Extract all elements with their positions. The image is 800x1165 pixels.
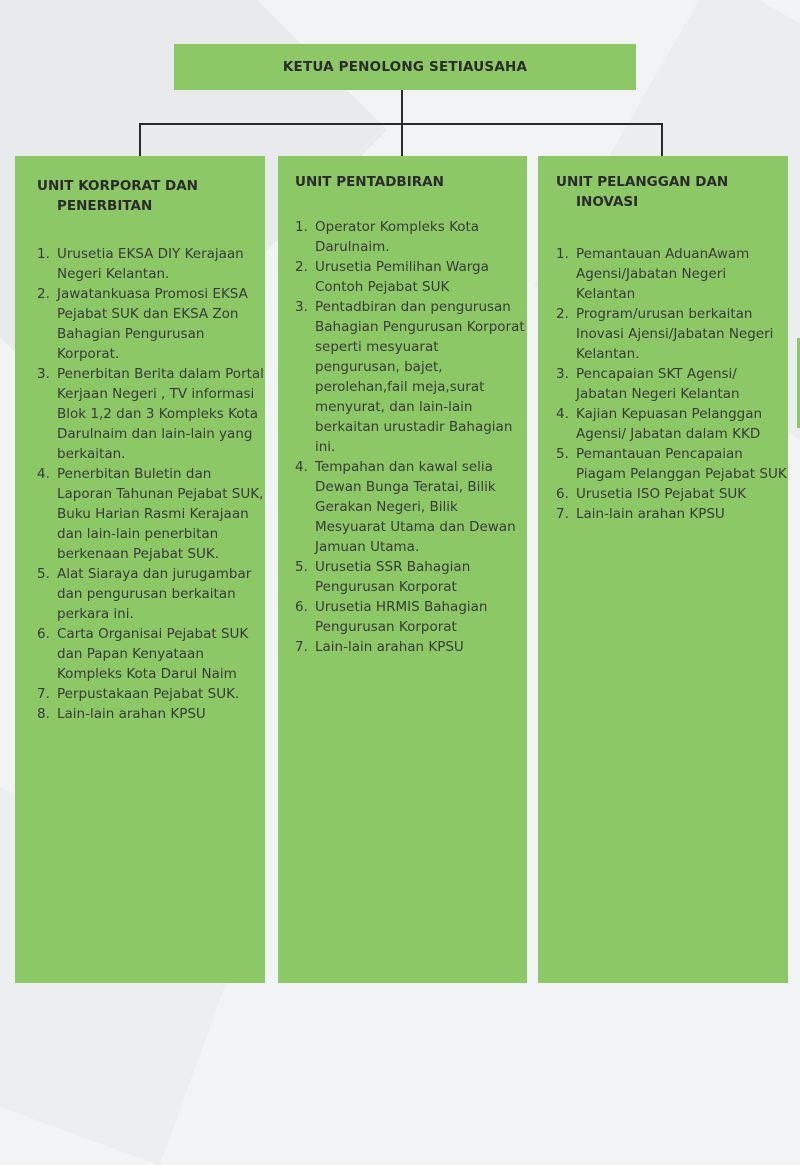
item-number: 7.: [295, 639, 308, 655]
item-text: Pencapaian SKT Agensi/ Jabatan Negeri Kelantan: [576, 366, 740, 402]
list-item: [37, 284, 265, 364]
list-item: [295, 457, 527, 557]
item-number: 6.: [556, 486, 569, 502]
task-list: [295, 217, 527, 657]
task-list: [556, 244, 788, 524]
item-text: Lain-lain arahan KPSU: [57, 706, 206, 722]
column-title: [295, 172, 527, 192]
item-text: Penerbitan Buletin dan Laporan Tahunan Pejabat SUK, Buku Harian Rasmi Kerajaan dan lain-lain penerbitan berkenaan Pejabat SUK.: [57, 466, 264, 562]
item-text: Urusetia HRMIS Bahagian Pengurusan Korporat: [315, 599, 488, 635]
connector-drop-middle: [401, 123, 403, 156]
item-number: 5.: [37, 566, 50, 582]
item-number: 3.: [556, 366, 569, 382]
head-title: KETUA PENOLONG SETIAUSAHA: [282, 59, 528, 75]
column-title-line: UNIT KORPORAT DAN: [37, 178, 198, 194]
item-number: 4.: [556, 406, 569, 422]
item-text: Jawatankuasa Promosi EKSA Pejabat SUK dan EKSA Zon Bahagian Pengurusan Korporat.: [57, 286, 248, 362]
item-text: Urusetia SSR Bahagian Pengurusan Korporat: [315, 559, 471, 595]
column-title: [37, 176, 265, 216]
list-item: [556, 504, 788, 524]
column-title-line: PENERBITAN: [57, 198, 153, 214]
list-item: [295, 297, 527, 457]
item-number: 6.: [37, 626, 50, 642]
item-number: 1.: [556, 246, 569, 262]
item-number: 7.: [37, 686, 50, 702]
item-text: Pentadbiran dan pengurusan Bahagian Pengurusan Korporat seperti mesyuarat pengurusan, bajet, perolehan,fail meja,surat menyurat, dan lain-lain berkaitan urustadir Bahagian ini.: [315, 299, 525, 455]
item-number: 4.: [295, 459, 308, 475]
list-item: [556, 304, 788, 364]
column-title-line: INOVASI: [576, 194, 639, 210]
item-number: 1.: [37, 246, 50, 262]
list-item: [556, 484, 788, 504]
item-number: 1.: [295, 219, 308, 235]
list-item: [37, 624, 265, 684]
list-item: [556, 444, 788, 484]
list-item: [37, 564, 265, 624]
item-text: Carta Organisai Pejabat SUK dan Papan Kenyataan Kompleks Kota Darul Naim: [57, 626, 249, 682]
item-number: 6.: [295, 599, 308, 615]
item-number: 5.: [295, 559, 308, 575]
unit-pelanggan-column: [538, 156, 788, 983]
item-text: Perpustakaan Pejabat SUK.: [57, 686, 240, 702]
list-item: [37, 244, 265, 284]
list-item: [37, 464, 265, 564]
item-text: Penerbitan Berita dalam Portal Kerjaan Negeri , TV informasi Blok 1,2 dan 3 Kompleks Kota Darulnaim dan lain-lain yang berkaitan.: [57, 366, 264, 462]
item-text: Pemantauan Pencapaian Piagam Pelanggan Pejabat SUK: [576, 446, 787, 482]
item-number: 2.: [37, 286, 50, 302]
item-number: 3.: [37, 366, 50, 382]
item-text: Pemantauan AduanAwam Agensi/Jabatan Negeri Kelantan: [576, 246, 750, 302]
item-number: 7.: [556, 506, 569, 522]
item-text: Lain-lain arahan KPSU: [315, 639, 464, 655]
list-item: [295, 217, 527, 257]
connector-drop-right: [661, 123, 663, 156]
list-item: [295, 637, 527, 657]
column-title: [556, 172, 788, 212]
task-list: [37, 244, 265, 724]
column-title-line: UNIT PELANGGAN DAN: [556, 174, 729, 190]
item-text: Urusetia EKSA DIY Kerajaan Negeri Kelantan.: [57, 246, 244, 282]
list-item: [37, 364, 265, 464]
item-number: 8.: [37, 706, 50, 722]
item-text: Tempahan dan kawal selia Dewan Bunga Teratai, Bilik Gerakan Negeri, Bilik Mesyuarat Utama dan Dewan Jamuan Utama.: [315, 459, 516, 555]
list-item: [556, 404, 788, 444]
head-node: [174, 44, 636, 90]
list-item: [295, 597, 527, 637]
list-item: [556, 364, 788, 404]
list-item: [37, 704, 265, 724]
item-number: 3.: [295, 299, 308, 315]
item-text: Kajian Kepuasan Pelanggan Agensi/ Jabatan dalam KKD: [576, 406, 763, 442]
item-text: Lain-lain arahan KPSU: [576, 506, 725, 522]
item-text: Operator Kompleks Kota Darulnaim.: [315, 219, 480, 255]
item-text: Program/urusan berkaitan Inovasi Ajensi/Jabatan Negeri Kelantan.: [576, 306, 774, 362]
column-title-line: UNIT PENTADBIRAN: [295, 174, 444, 190]
item-text: Urusetia Pemilihan Warga Contoh Pejabat SUK: [315, 259, 489, 295]
item-number: 2.: [556, 306, 569, 322]
item-number: 4.: [37, 466, 50, 482]
item-number: 5.: [556, 446, 569, 462]
unit-korporat-column: [15, 156, 265, 983]
item-number: 2.: [295, 259, 308, 275]
unit-pentadbiran-column: [278, 156, 527, 983]
list-item: [295, 557, 527, 597]
item-text: Alat Siaraya dan jurugambar dan pengurusan berkaitan perkara ini.: [57, 566, 252, 622]
item-text: Urusetia ISO Pejabat SUK: [576, 486, 747, 502]
list-item: [37, 684, 265, 704]
connector-stem: [401, 90, 403, 124]
list-item: [556, 244, 788, 304]
list-item: [295, 257, 527, 297]
connector-drop-left: [139, 123, 141, 156]
